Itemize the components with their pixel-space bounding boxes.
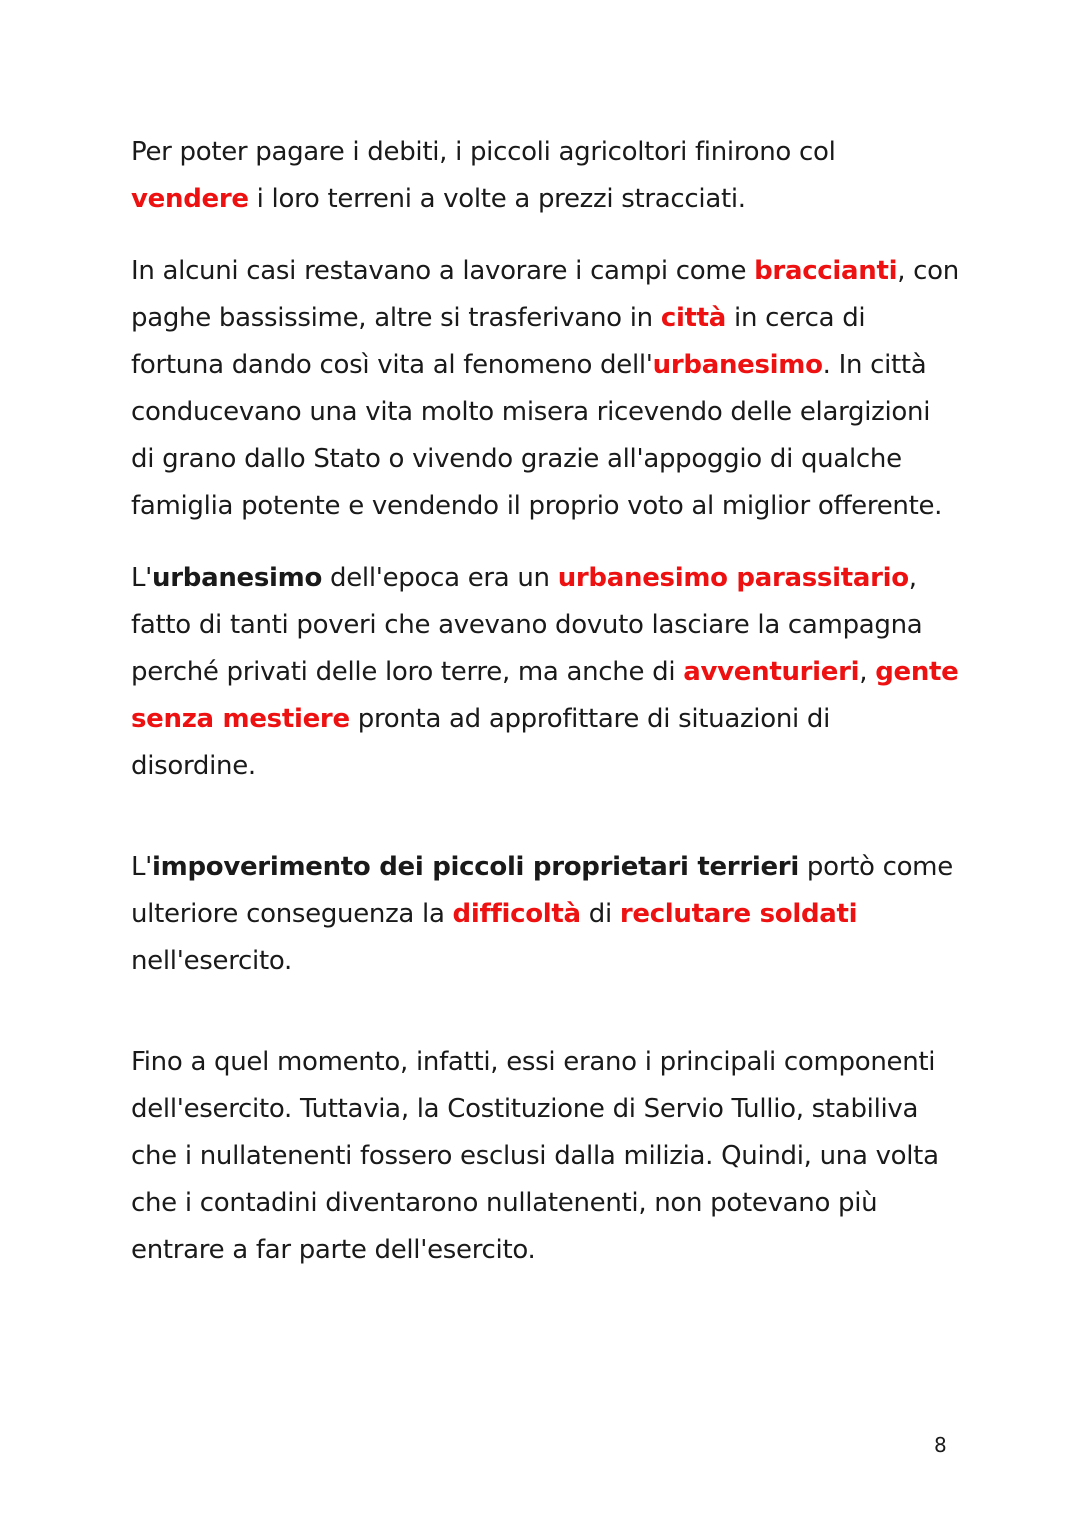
text-segment: Fino a quel momento, infatti, essi erano i principali componenti dell'esercito. Tuttavia, la Costituzione di Servio Tullio, stabiliva che i nullatenenti fossero esclusi dalla milizia. Quindi, una volta che i contadini diventarono nullatenenti, non potevano più entrare a far parte dell'esercito. xyxy=(131,1047,947,1265)
highlight-citta: città xyxy=(660,303,727,333)
highlight-vendere: vendere xyxy=(131,184,249,214)
paragraph-debts xyxy=(131,129,961,223)
bold-urbanesimo: urbanesimo xyxy=(152,563,323,593)
text-segment: Per poter pagare i debiti, i piccoli agricoltori finirono col xyxy=(131,137,844,167)
highlight-avventurieri: avventurieri xyxy=(683,657,860,687)
document-body xyxy=(131,129,968,1274)
text-segment: . In città conducevano una vita molto misera ricevendo delle elargizioni di grano dallo Stato o vivendo grazie all'appoggio di qualche famiglia potente e vendendo il proprio voto al miglior offerente. xyxy=(131,350,943,521)
text-segment: , xyxy=(859,657,876,687)
bold-impoverimento: impoverimento dei piccoli proprietari terrieri xyxy=(152,852,799,882)
text-segment: In alcuni casi restavano a lavorare i campi come xyxy=(131,256,755,286)
paragraph-impoverimento xyxy=(131,844,961,985)
text-segment: L' xyxy=(131,852,153,882)
highlight-difficolta: difficoltà xyxy=(452,899,581,929)
text-segment: in cerca di fortuna dando così vita al fenomeno dell' xyxy=(131,303,874,380)
highlight-reclutare-soldati: reclutare soldati xyxy=(619,899,858,929)
paragraph-braccianti xyxy=(131,248,967,530)
text-segment: portò come ulteriore conseguenza la xyxy=(131,852,961,929)
highlight-urbanesimo-parassitario: urbanesimo parassitario xyxy=(557,563,909,593)
text-segment: pronta ad approfittare di situazioni di disordine. xyxy=(131,704,838,781)
highlight-gente-senza-mestiere: gente senza mestiere xyxy=(131,657,968,734)
paragraph-esercito xyxy=(131,1039,961,1274)
text-segment: di xyxy=(580,899,620,929)
page-number: 8 xyxy=(934,1433,947,1457)
paragraph-urbanesimo xyxy=(131,555,968,790)
text-segment: L' xyxy=(131,563,153,593)
text-segment: nell'esercito. xyxy=(131,899,866,976)
text-segment: dell'epoca era un xyxy=(322,563,558,593)
text-segment: i loro terreni a volte a prezzi stracciati. xyxy=(248,184,746,214)
text-segment: , con paghe bassissime, altre si trasferivano in xyxy=(131,256,967,333)
highlight-urbanesimo: urbanesimo xyxy=(652,350,823,380)
text-segment: , fatto di tanti poveri che avevano dovuto lasciare la campagna perché privati delle loro terre, ma anche di xyxy=(131,563,931,687)
highlight-braccianti: braccianti xyxy=(754,256,898,286)
